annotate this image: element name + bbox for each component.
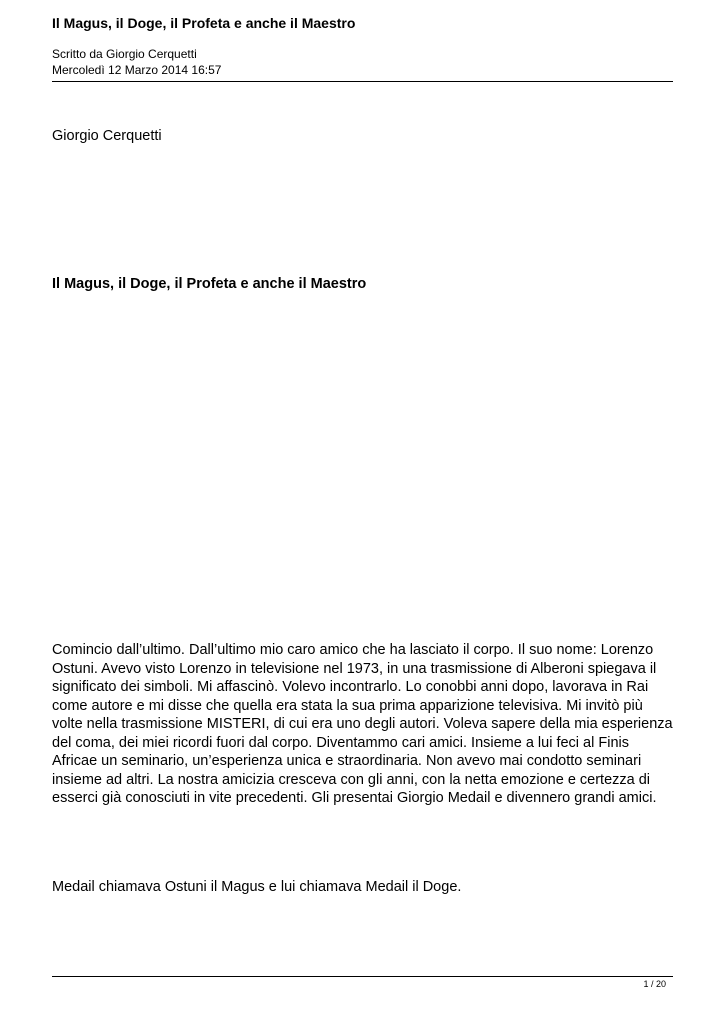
page-number: 1 / 20 (643, 979, 666, 989)
header-title: Il Magus, il Doge, il Profeta e anche il Maestro (52, 15, 356, 31)
article-title: Il Magus, il Doge, il Profeta e anche il Maestro (52, 276, 367, 292)
header-meta (52, 46, 221, 78)
header-date-line: Mercoledì 12 Marzo 2014 16:57 (52, 63, 222, 77)
header-divider (52, 81, 673, 82)
header-author-line: Scritto da Giorgio Cerquetti (52, 47, 197, 61)
article-paragraph-2: Medail chiamava Ostuni il Magus e lui chiamava Medail il Doge. (52, 879, 462, 895)
article-paragraph-1: Comincio dall’ultimo. Dall’ultimo mio caro amico che ha lasciato il corpo. Il suo nome: Lorenzo Ostuni. Avevo visto Lorenzo in televisione nel 1973, in una trasmissione di Alberoni spiegava il significato dei simboli. Mi affascinò. Volevo incontrarlo. Lo conobbi anni dopo, lavorava in Rai come autore e mi disse che quella era stata la sua prima apparizione televisiva. Mi invitò più volte nella trasmissione MISTERI, di cui era uno degli autori. Voleva sapere della mia esperienza del coma, dei miei ricordi fuori dal corpo. Diventammo cari amici. Insieme a lui feci al Finis Africae un seminario, un’esperienza unica e straordinaria. Non avevo mai condotto seminari insieme ad altri. La nostra amicizia cresceva con gli anni, con la netta emozione e certezza di esserci già conosciuti in vite precedenti. Gli presentai Giorgio Medail e divennero grandi amici. (52, 642, 673, 806)
footer-divider (52, 976, 673, 977)
article-author: Giorgio Cerquetti (52, 128, 162, 144)
